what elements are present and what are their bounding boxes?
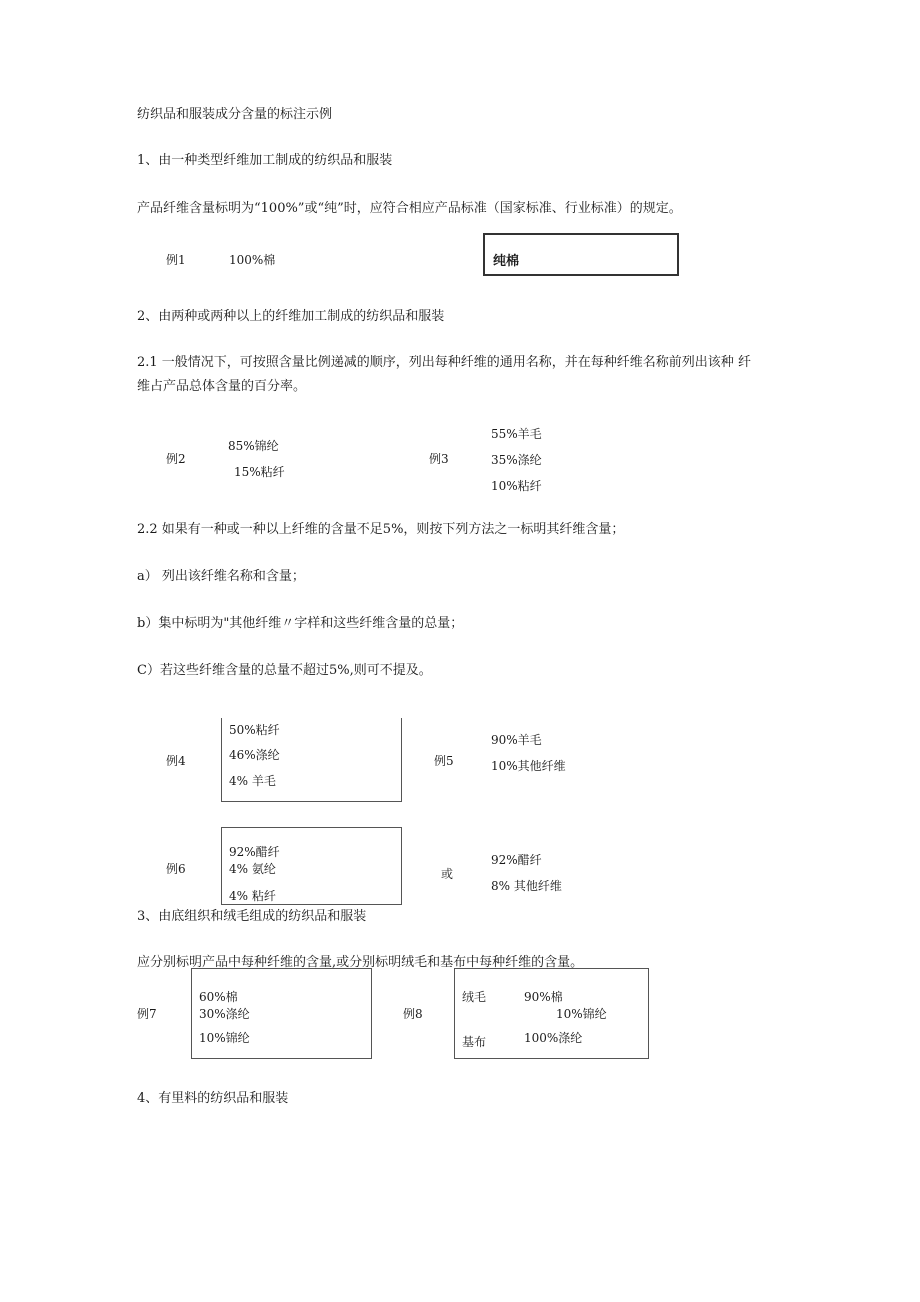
example-8-pile-line: 90%棉 xyxy=(524,990,563,1004)
section-4-heading: 4、有里料的纺织品和服装 xyxy=(137,1091,289,1106)
example-8-base-label: 基布 xyxy=(462,1035,487,1049)
or-line: 92%醋纤 xyxy=(491,853,542,867)
example-2-line: 15%粘纤 xyxy=(234,465,285,479)
example-6-label: 例6 xyxy=(166,862,186,876)
paragraph-2-1-line-1: 2.1 一般情况下，可按照含量比例递减的顺序，列出每种纤维的通用名称，并在每种纤维名称前列出该种 纤 xyxy=(137,355,751,370)
example-7-line: 60%棉 xyxy=(199,990,238,1004)
example-5-line: 10%其他纤维 xyxy=(491,759,566,773)
example-3-label: 例3 xyxy=(429,452,449,466)
paragraph-2-1-line-2: 维占产品总体含量的百分率。 xyxy=(137,379,307,394)
example-3-line: 55%羊毛 xyxy=(491,427,542,441)
example-7-line: 30%涤纶 xyxy=(199,1007,250,1021)
example-6-line: 92%醋纤 xyxy=(229,845,280,859)
example-1-label: 例1 xyxy=(166,253,186,267)
section-1-paragraph: 产品纤维含量标明为“100%”或“纯”时，应符合相应产品标准（国家标准、行业标准）的规定。 xyxy=(137,201,682,216)
example-5-line: 90%羊毛 xyxy=(491,733,542,747)
example-8-pile-label: 绒毛 xyxy=(462,990,487,1004)
example-7-line: 10%锦纶 xyxy=(199,1031,250,1045)
example-3-line: 10%粘纤 xyxy=(491,479,542,493)
section-2-heading: 2、由两种或两种以上的纤维加工制成的纺织品和服装 xyxy=(137,309,445,324)
paragraph-2-2: 2.2 如果有一种或一种以上纤维的含量不足5%，则按下列方法之一标明其纤维含量； xyxy=(137,522,625,537)
example-4-line: 50%粘纤 xyxy=(229,723,280,737)
example-2-line: 85%锦纶 xyxy=(228,439,279,453)
method-a: a） 列出该纤维名称和含量； xyxy=(137,569,305,584)
section-3-heading: 3、由底组织和绒毛组成的纺织品和服装 xyxy=(137,909,367,924)
section-1-heading: 1、由一种类型纤维加工制成的纺织品和服装 xyxy=(137,153,393,168)
example-8-base-value: 100%涤纶 xyxy=(524,1031,583,1045)
section-3-paragraph: 应分别标明产品中每种纤维的含量,或分别标明绒毛和基布中每种纤维的含量。 xyxy=(137,955,584,970)
example-6-line: 4% 粘纤 xyxy=(229,889,276,903)
example-5-label: 例5 xyxy=(434,754,454,768)
example-4-line: 46%涤纶 xyxy=(229,748,280,762)
example-8-pile-line: 10%锦纶 xyxy=(556,1007,607,1021)
example-8-label: 例8 xyxy=(403,1007,423,1021)
doc-title: 纺织品和服装成分含量的标注示例 xyxy=(137,107,333,122)
method-c: C）若这些纤维含量的总量不超过5%,则可不提及。 xyxy=(137,663,432,678)
example-4-label: 例4 xyxy=(166,754,186,768)
example-1-box-text: 纯棉 xyxy=(493,254,520,269)
example-1-value: 100%棉 xyxy=(229,253,276,267)
or-label: 或 xyxy=(441,867,454,881)
example-4-line: 4% 羊毛 xyxy=(229,774,276,788)
method-b: b）集中标明为"其他纤维〃字样和这些纤维含量的总量； xyxy=(137,616,464,631)
example-6-line: 4% 氨纶 xyxy=(229,862,276,876)
example-3-line: 35%涤纶 xyxy=(491,453,542,467)
example-7-label: 例7 xyxy=(137,1007,157,1021)
or-line: 8% 其他纤维 xyxy=(491,879,562,893)
example-2-label: 例2 xyxy=(166,452,186,466)
